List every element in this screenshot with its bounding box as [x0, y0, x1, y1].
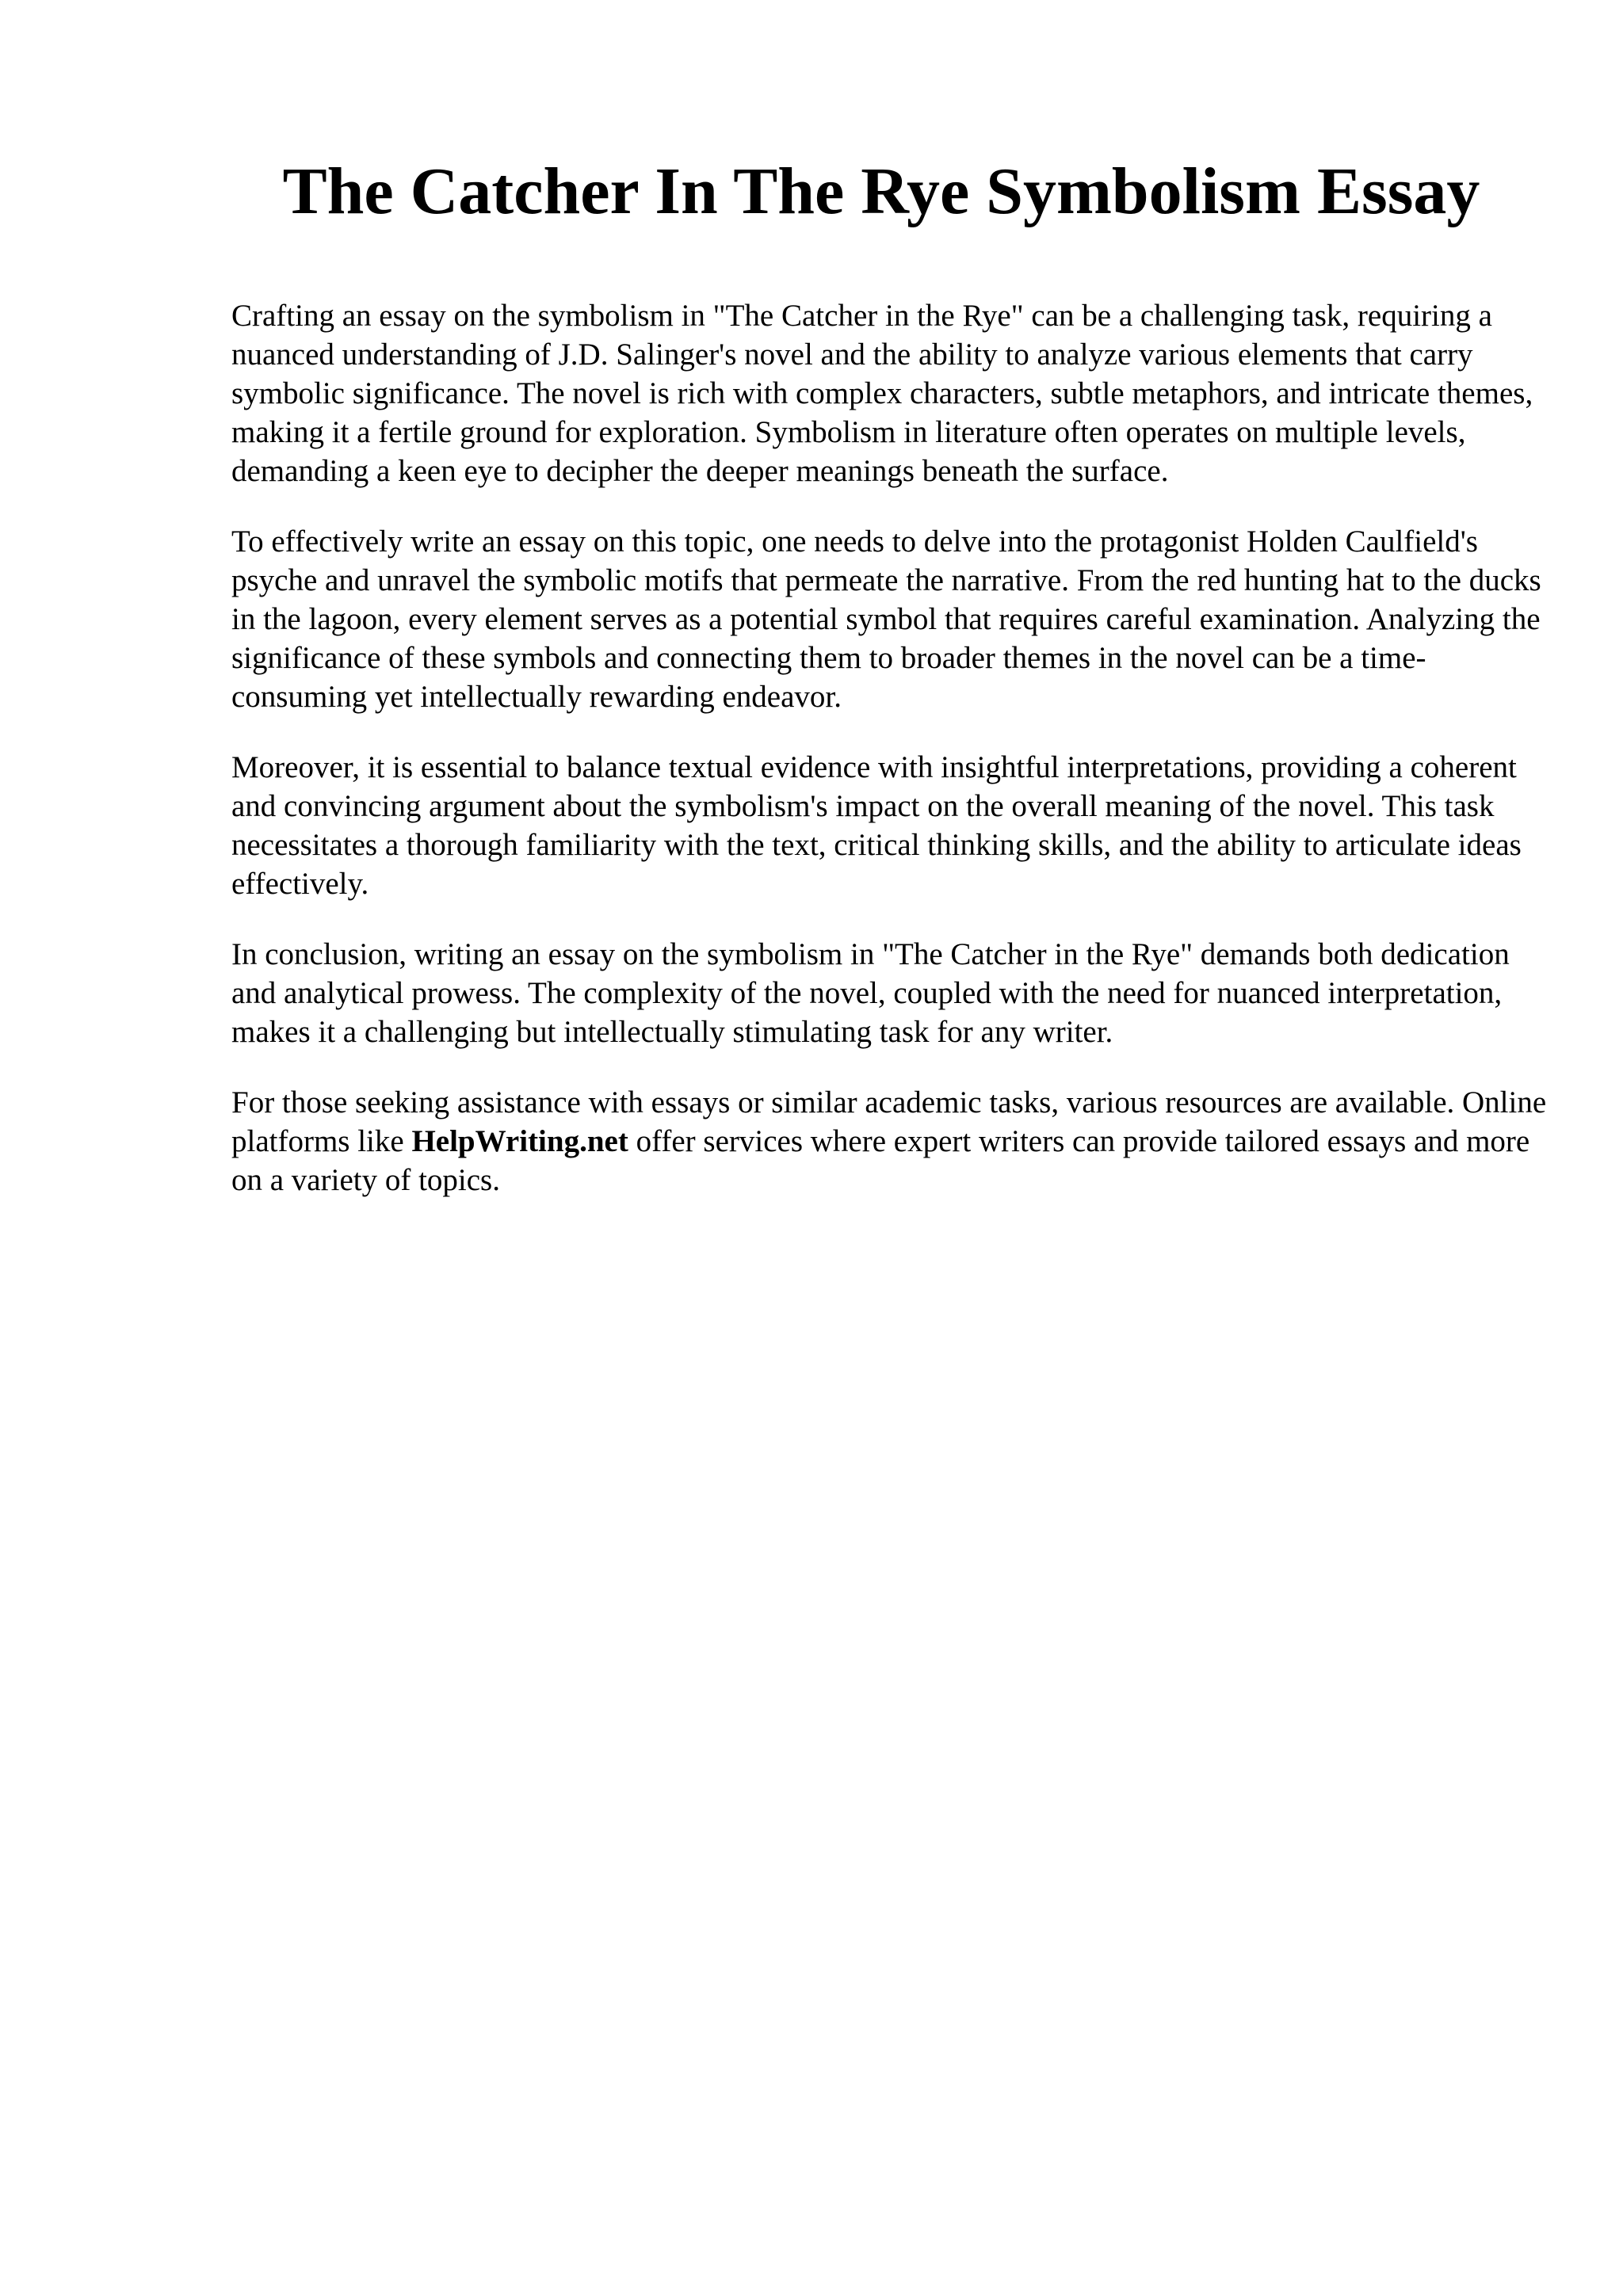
- paragraph-1: Crafting an essay on the symbolism in "The Catcher in the Rye" can be a challenging task, requiring a nuanced understanding of J.D. Salinger's novel and the ability to analyze various elements that carry symbolic significance. The novel is rich with complex characters, subtle metaphors, and intricate themes, making it a fertile ground for exploration. Symbolism in literature often operates on multiple levels, demanding a keen eye to decipher the deeper meanings beneath the surface.: [231, 299, 1533, 488]
- paragraph-3: Moreover, it is essential to balance textual evidence with insightful interpretations, providing a coherent and convincing argument about the symbolism's impact on the overall meaning of the novel. This task necessitates a thorough familiarity with the text, critical thinking skills, and the ability to articulate ideas effectively.: [231, 750, 1522, 901]
- paragraph-5: [231, 1083, 1547, 1199]
- paragraph-4: In conclusion, writing an essay on the symbolism in "The Catcher in the Rye" demands both dedication and analytical prowess. The complexity of the novel, coupled with the need for nuanced interpretation, makes it a challenging but intellectually stimulating task for any writer.: [231, 937, 1510, 1049]
- document-title: The Catcher In The Rye Symbolism Essay: [282, 154, 1480, 228]
- helpwriting-link[interactable]: HelpWriting.net: [411, 1124, 628, 1158]
- paragraph-5-text-start: For those seeking assistance with essays or similar academic tasks, various resources are available. Online platforms like: [231, 1085, 1547, 1158]
- paragraph-2: To effectively write an essay on this topic, one needs to delve into the protagonist Holden Caulfield's psyche and unravel the symbolic motifs that permeate the narrative. From the red hunting hat to the ducks in the lagoon, every element serves as a potential symbol that requires careful examination. Analyzing the significance of these symbols and connecting them to broader themes in the novel can be a time-consuming yet intellectually rewarding endeavor.: [231, 524, 1541, 714]
- paragraph-5-text-end: offer services where expert writers can provide tailored essays and more on a variety of topics.: [231, 1124, 1530, 1197]
- document-body: [231, 296, 1547, 1231]
